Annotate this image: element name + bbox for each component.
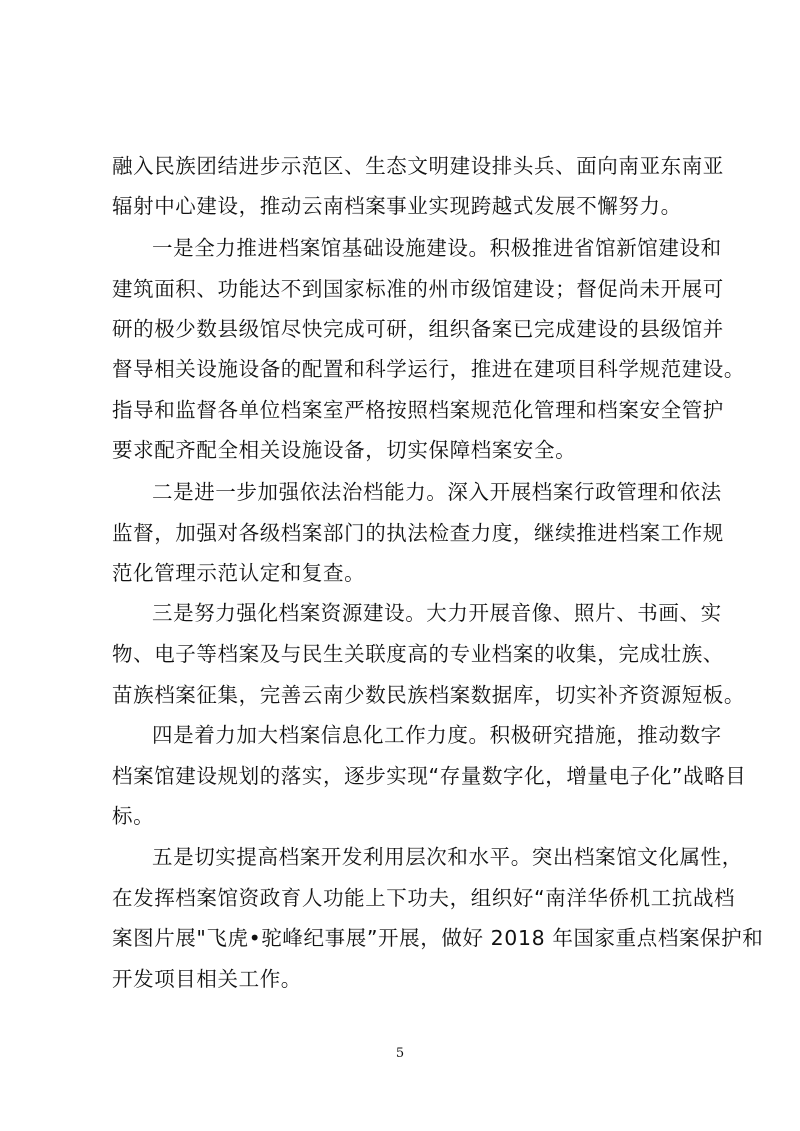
text-line: 在发挥档案馆资政育人功能上下功夫，组织好“南洋华侨机工抗战档 [112, 886, 736, 910]
text-line: 督导相关设施设备的配置和科学运行，推进在建项目科学规范建设。 [112, 357, 745, 381]
text-line: 范化管理示范认定和复查。 [112, 561, 366, 585]
text-line: 指导和监督各单位档案室严格按照档案规范化管理和档案安全管护 [112, 398, 724, 422]
text-line: 研的极少数县级馆尽快完成可研，组织备案已完成建设的县级馆并 [112, 317, 724, 341]
paragraph-heading-line: 三是努力强化档案资源建设。大力开展音像、照片、书画、实 [152, 601, 722, 625]
text-line: 档案馆建设规划的落实，逐步实现“存量数字化，增量电子化”战略目 [112, 764, 747, 788]
paragraph-heading-line: 一是全力推进档案馆基础设施建设。积极推进省馆新馆建设和 [152, 236, 722, 260]
paragraph-heading-line: 五是切实提高档案开发利用层次和水平。突出档案馆文化属性， [152, 845, 743, 869]
paragraph-heading-line: 二是进一步加强依法治档能力。深入开展档案行政管理和依法 [152, 480, 722, 504]
text-line: 苗族档案征集，完善云南少数民族档案数据库，切实补齐资源短板。 [112, 683, 745, 707]
text-line: 监督，加强对各级档案部门的执法检查力度，继续推进档案工作规 [112, 521, 724, 545]
text-line: 物、电子等档案及与民生关联度高的专业档案的收集，完成壮族、 [112, 642, 724, 666]
text-line: 融入民族团结进步示范区、生态文明建设排头兵、面向南亚东南亚 [112, 154, 724, 178]
text-line: 辐射中心建设，推动云南档案事业实现跨越式发展不懈努力。 [112, 194, 682, 218]
text-line: 要求配齐配全相关设施设备，切实保障档案安全。 [112, 438, 577, 462]
page-number: 5 [395, 1046, 405, 1061]
text-line: 开发项目相关工作。 [112, 967, 302, 991]
text-line: 案图片展"飞虎•驼峰纪事展”开展，做好 2018 年国家重点档案保护和 [112, 926, 764, 950]
paragraph-heading-line: 四是着力加大档案信息化工作力度。积极研究措施，推动数字 [152, 723, 722, 747]
text-line: 建筑面积、功能达不到国家标准的州市级馆建设；督促尚未开展可 [112, 277, 724, 301]
text-line: 标。 [112, 804, 155, 828]
